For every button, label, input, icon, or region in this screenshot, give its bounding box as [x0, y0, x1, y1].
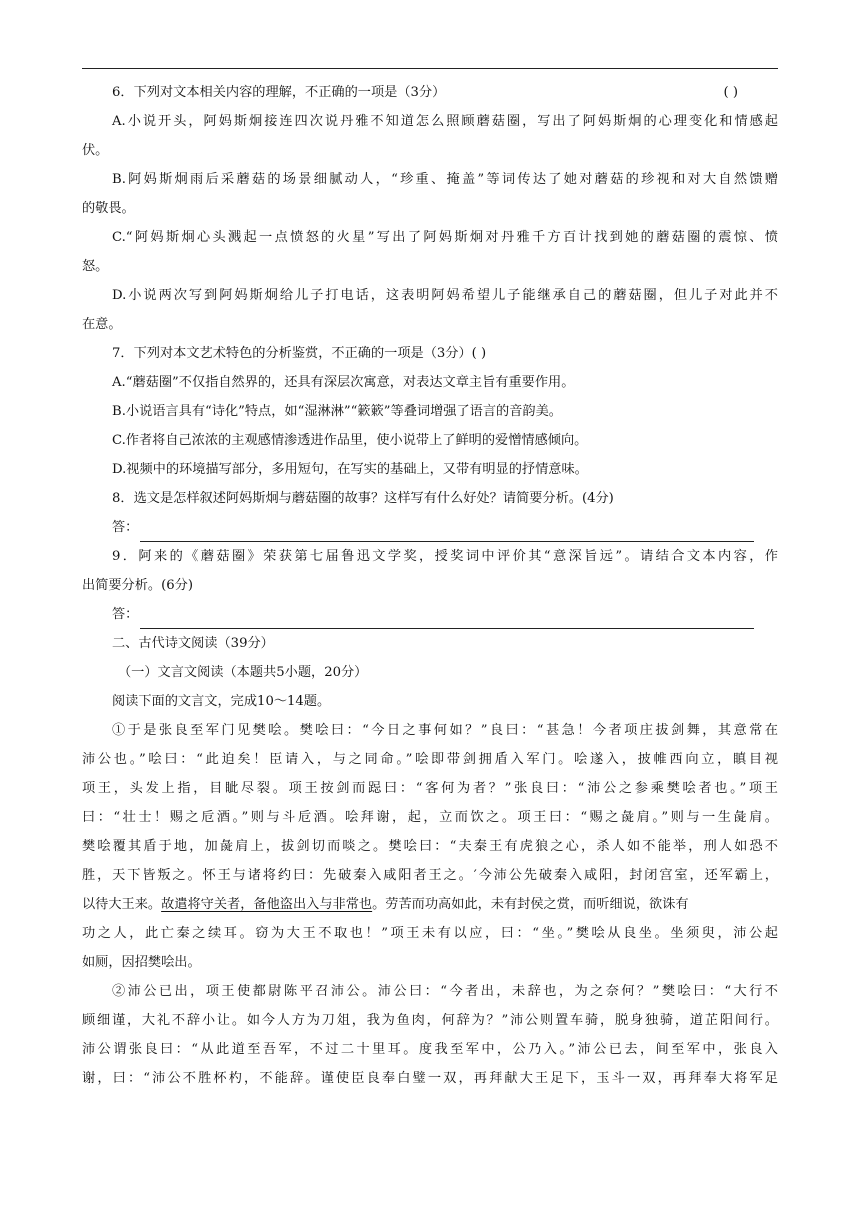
question-6-option-a-cont: 伏。	[82, 143, 109, 158]
passage-p2-line2: 顾细谨，大礼不辞小让。如今人方为刀俎，我为鱼肉，何辞为？”沛公则置车骑，脱身独骑，道芷阳间行。	[82, 1013, 778, 1028]
question-6-option-d-cont: 在意。	[82, 317, 122, 332]
passage-p2-line1: ②沛公已出，项王使都尉陈平召沛公。沛公曰：“今者出，未辞也，为之奈何？”樊哙曰：“大行不	[112, 984, 778, 999]
question-9-stem: 9．阿来的《蘑菇圈》荣获第七届鲁迅文学奖，授奖词中评价其“意深旨远”。请结合文本内容，作	[112, 549, 778, 564]
passage-p1-line7-post: 。劳苦而功高如此，未有封侯之赏，而听细说，欲诛有	[372, 897, 689, 912]
passage-p1-line8: 功之人，此亡秦之续耳。窃为大王不取也！”项王未有以应，曰：“坐。”樊哙从良坐。坐须臾，沛公起	[82, 926, 778, 941]
passage-p2-line3: 沛公谓张良曰：“从此道至吾军，不过二十里耳。度我至军中，公乃入。”沛公已去，间至军中，张良入	[82, 1042, 778, 1057]
question-6-option-a: A.小说开头，阿妈斯炯接连四次说丹雅不知道怎么照顾蘑菇圈，写出了阿妈斯炯的心理变化和情感起	[112, 114, 778, 129]
question-7-option-d: D.视频中的环境描写部分，多用短句，在写实的基础上，又带有明显的抒情意味。	[112, 462, 588, 477]
question-8-answer-label: 答：	[112, 520, 139, 535]
question-7-option-b: B.小说语言具有“诗化”特点，如“湿淋淋”“簌簌”等叠词增强了语言的音韵美。	[112, 404, 562, 419]
question-6-stem	[82, 78, 778, 107]
question-9-answer-blank[interactable]	[140, 608, 754, 629]
question-9-answer-line[interactable]	[82, 600, 778, 629]
section-2-subtitle: （一）文言文阅读（本题共5小题，20分）	[118, 665, 368, 680]
passage-p1-line4: 曰：“壮士！赐之卮酒。”则与斗卮酒。哙拜谢，起，立而饮之。项王曰：“赐之彘肩。”则与一生彘肩。	[82, 810, 778, 825]
passage-p1-line7	[82, 890, 778, 919]
question-6-option-d: D.小说两次写到阿妈斯炯给儿子打电话，这表明阿妈希望儿子能继承自己的蘑菇圈，但儿子对此并不	[112, 288, 778, 303]
question-8-answer-blank[interactable]	[140, 521, 754, 542]
question-7-stem: 7．下列对本文艺术特色的分析鉴赏，不正确的一项是（3分）( )	[112, 346, 487, 361]
passage-p1-line3: 项王，头发上指，目眦尽裂。项王按剑而跽曰：“客何为者？”张良曰：“沛公之参乘樊哙者也。”项王	[82, 781, 778, 796]
question-7-option-a: A.“蘑菇圈”不仅指自然界的，还具有深层次寓意，对表达文章主旨有重要作用。	[112, 375, 575, 390]
section-2-title: 二、古代诗文阅读（39分）	[112, 636, 274, 651]
passage-p1-line7-pre: 以待大王来。	[82, 897, 162, 912]
passage-p1-line9: 如厕，因招樊哙出。	[82, 955, 201, 970]
question-6-option-b: B.阿妈斯炯雨后采蘑菇的场景细腻动人，“珍重、掩盖”等词传达了她对蘑菇的珍视和对大自然馈赠	[112, 172, 778, 187]
passage-p1-line5: 樊哙覆其盾于地，加彘肩上，拔剑切而啖之。樊哙曰：“夫秦王有虎狼之心，杀人如不能举，刑人如恐不	[82, 839, 778, 854]
section-2-intro: 阅读下面的文言文，完成10～14题。	[112, 694, 331, 709]
question-9-answer-label: 答：	[112, 607, 139, 622]
question-6-text: 6．下列对文本相关内容的理解，不正确的一项是（3分）	[112, 85, 446, 100]
header-rule	[82, 68, 778, 69]
question-6-option-c-cont: 怒。	[82, 259, 109, 274]
passage-p2-line4: 谢，曰：“沛公不胜杯杓，不能辞。谨使臣良奉白璧一双，再拜献大王足下，玉斗一双，再拜奉大将军足	[82, 1071, 778, 1086]
question-6-option-b-cont: 的敬畏。	[82, 201, 135, 216]
question-9-stem-cont: 出简要分析。(6分)	[82, 578, 193, 593]
passage-underlined-sentence: 故遣将守关者，备他盗出入与非常也	[161, 897, 373, 912]
question-8-stem: 8．选文是怎样叙述阿妈斯炯与蘑菇圈的故事？这样写有什么好处？请简要分析。(4分)	[112, 491, 614, 506]
question-7-option-c: C.作者将自己浓浓的主观感情渗透进作品里，使小说带上了鲜明的爱憎情感倾向。	[112, 433, 588, 448]
passage-p1-line2: 沛公也。”哙曰：“此迫矣！臣请入，与之同命。”哙即带剑拥盾入军门。哙遂入，披帷西向立，瞋目视	[82, 752, 778, 767]
document-page	[82, 78, 778, 1093]
passage-p1-line1: ①于是张良至军门见樊哙。樊哙曰：“今日之事何如？”良曰：“甚急！今者项庄拔剑舞，其意常在	[112, 723, 778, 738]
question-8-answer-line[interactable]	[82, 513, 778, 542]
question-6-option-c: C.“阿妈斯炯心头溅起一点愤怒的火星”写出了阿妈斯炯对丹雅千方百计找到她的蘑菇圈的震惊、愤	[112, 230, 778, 245]
question-6-answer-paren: ( )	[723, 85, 738, 100]
passage-p1-line6: 胜，天下皆叛之。怀王与诸将约曰：先破秦入咸阳者王之。′今沛公先破秦入咸阳，封闭宫室，还军霸上，	[82, 868, 778, 883]
